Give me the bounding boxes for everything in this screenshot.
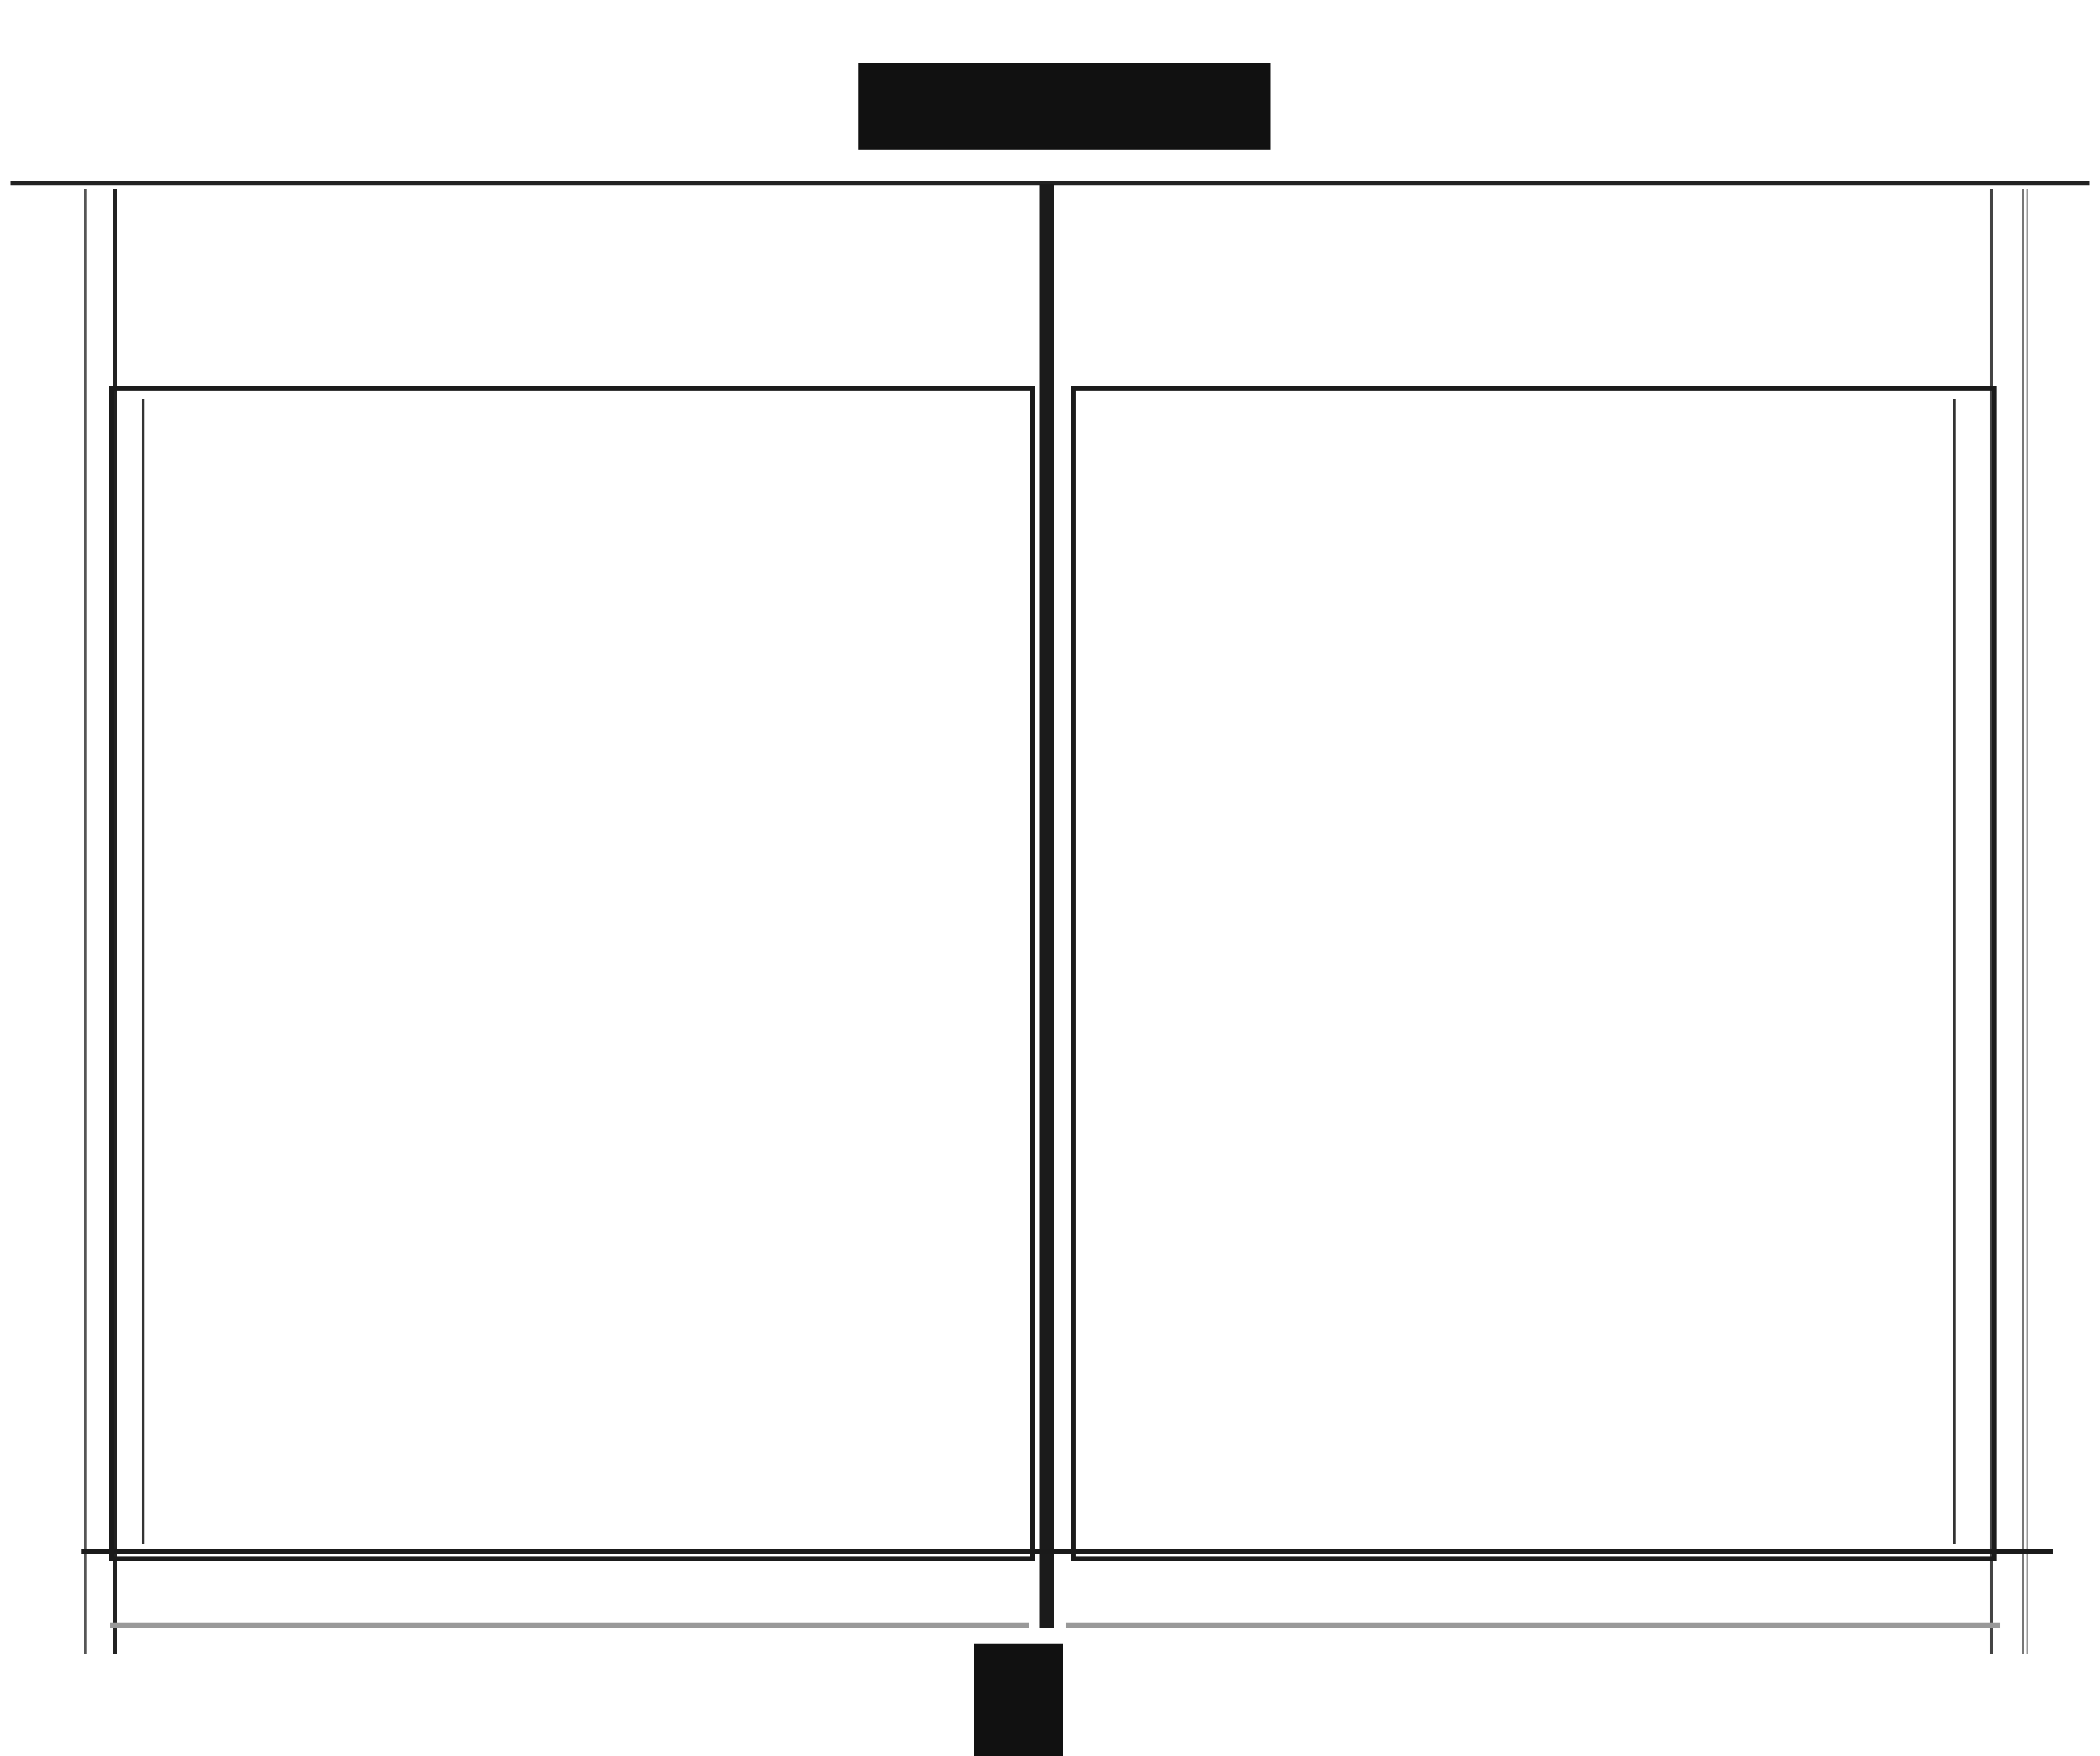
right-page-frame (1071, 386, 1997, 1561)
book-gutter (1040, 184, 1054, 1628)
left-page-frame (109, 386, 1035, 1561)
right-page-bottom-edge (1066, 1623, 2000, 1628)
binding-tie (974, 1644, 1063, 1756)
right-fore-edge (2026, 189, 2044, 1654)
left-inner-rule (142, 399, 144, 1544)
call-number-label (858, 63, 1270, 150)
right-inner-rule (1953, 399, 1956, 1544)
left-page-bottom-edge (110, 1623, 1029, 1628)
